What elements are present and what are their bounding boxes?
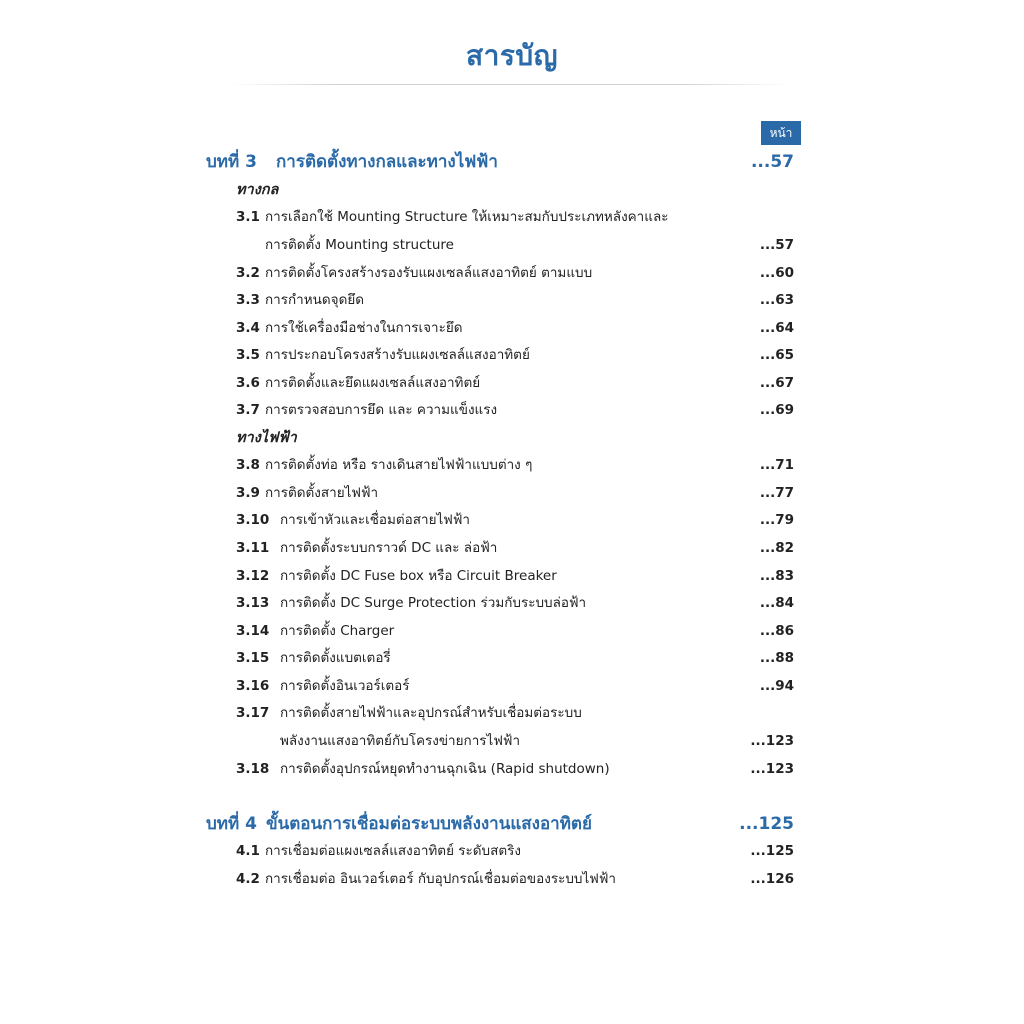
title-divider: [230, 84, 790, 85]
toc-entry: 4.1 การเชื่อมต่อแผงเซลล์แสงอาทิตย์ ระดับสตริง ...125: [236, 843, 794, 859]
toc-entry: 3.5 การประกอบโครงสร้างรับแผงเซลล์แสงอาทิตย์ ...65: [236, 347, 794, 363]
toc-entry: 3.18 การติดตั้งอุปกรณ์หยุดทำงานฉุกเฉิน (Rapid shutdown) ...123: [236, 761, 794, 777]
toc-entry: 3.6 การติดตั้งและยึดแผงเซลล์แสงอาทิตย์ ...67: [236, 375, 794, 391]
toc-entry: 3.17 การติดตั้งสายไฟฟ้าและอุปกรณ์สำหรับเชื่อมต่อระบบ: [236, 705, 582, 721]
toc-entry: 3.9 การติดตั้งสายไฟฟ้า ...77: [236, 485, 794, 501]
toc-entry: 3.2 การติดตั้งโครงสร้างรองรับแผงเซลล์แสงอาทิตย์ ตามแบบ ...60: [236, 265, 794, 281]
toc-entry: 3.8 การติดตั้งท่อ หรือ รางเดินสายไฟฟ้าแบบต่าง ๆ ...71: [236, 457, 794, 473]
toc-entry: 3.4 การใช้เครื่องมือช่างในการเจาะยึด ...64: [236, 320, 794, 336]
chapter-title: การติดตั้งทางกลและทางไฟฟ้า: [276, 152, 498, 172]
toc-entry: 3.13 การติดตั้ง DC Surge Protection ร่วมกับระบบล่อฟ้า ...84: [236, 595, 794, 611]
toc-entry: 3.12 การติดตั้ง DC Fuse box หรือ Circuit Breaker ...83: [236, 568, 794, 584]
toc-entry: 4.2 การเชื่อมต่อ อินเวอร์เตอร์ กับอุปกรณ์เชื่อมต่อของระบบไฟฟ้า ...126: [236, 871, 794, 887]
toc-entry: 3.16 การติดตั้งอินเวอร์เตอร์ ...94: [236, 678, 794, 694]
toc-entry: 3.14 การติดตั้ง Charger ...86: [236, 623, 794, 639]
chapter-page: ...57: [750, 152, 794, 172]
page-column-header: หน้า: [761, 121, 801, 145]
electrical-subheading: ทางไฟฟ้า: [236, 430, 297, 446]
page-title: สารบัญ: [466, 39, 558, 72]
chapter-number: บทที่ 4: [206, 814, 257, 834]
toc-entry: การติดตั้ง Mounting structure ...57: [265, 237, 794, 253]
toc-entry: 3.1 การเลือกใช้ Mounting Structure ให้เหมาะสมกับประเภทหลังคาและ: [236, 209, 669, 225]
chapter-page: ...125: [739, 814, 794, 834]
chapter-3-heading: [0, 150, 1024, 174]
mechanical-subheading: ทางกล: [236, 182, 279, 198]
toc-entry: พลังงานแสงอาทิตย์กับโครงข่ายการไฟฟ้า ...123: [280, 733, 794, 749]
toc-entry: 3.11 การติดตั้งระบบกราวด์ DC และ ล่อฟ้า ...82: [236, 540, 794, 556]
chapter-4-heading: [0, 812, 1024, 836]
toc-entry: 3.15 การติดตั้งแบตเตอรี่ ...88: [236, 650, 794, 666]
toc-entry: 3.10 การเข้าหัวและเชื่อมต่อสายไฟฟ้า ...79: [236, 512, 794, 528]
chapter-title: ขั้นตอนการเชื่อมต่อระบบพลังงานแสงอาทิตย์: [266, 814, 592, 834]
chapter-number: บทที่ 3: [206, 152, 257, 172]
toc-entry: 3.7 การตรวจสอบการยึด และ ความแข็งแรง ...69: [236, 402, 794, 418]
toc-entry: 3.3 การกำหนดจุดยึด ...63: [236, 292, 794, 308]
